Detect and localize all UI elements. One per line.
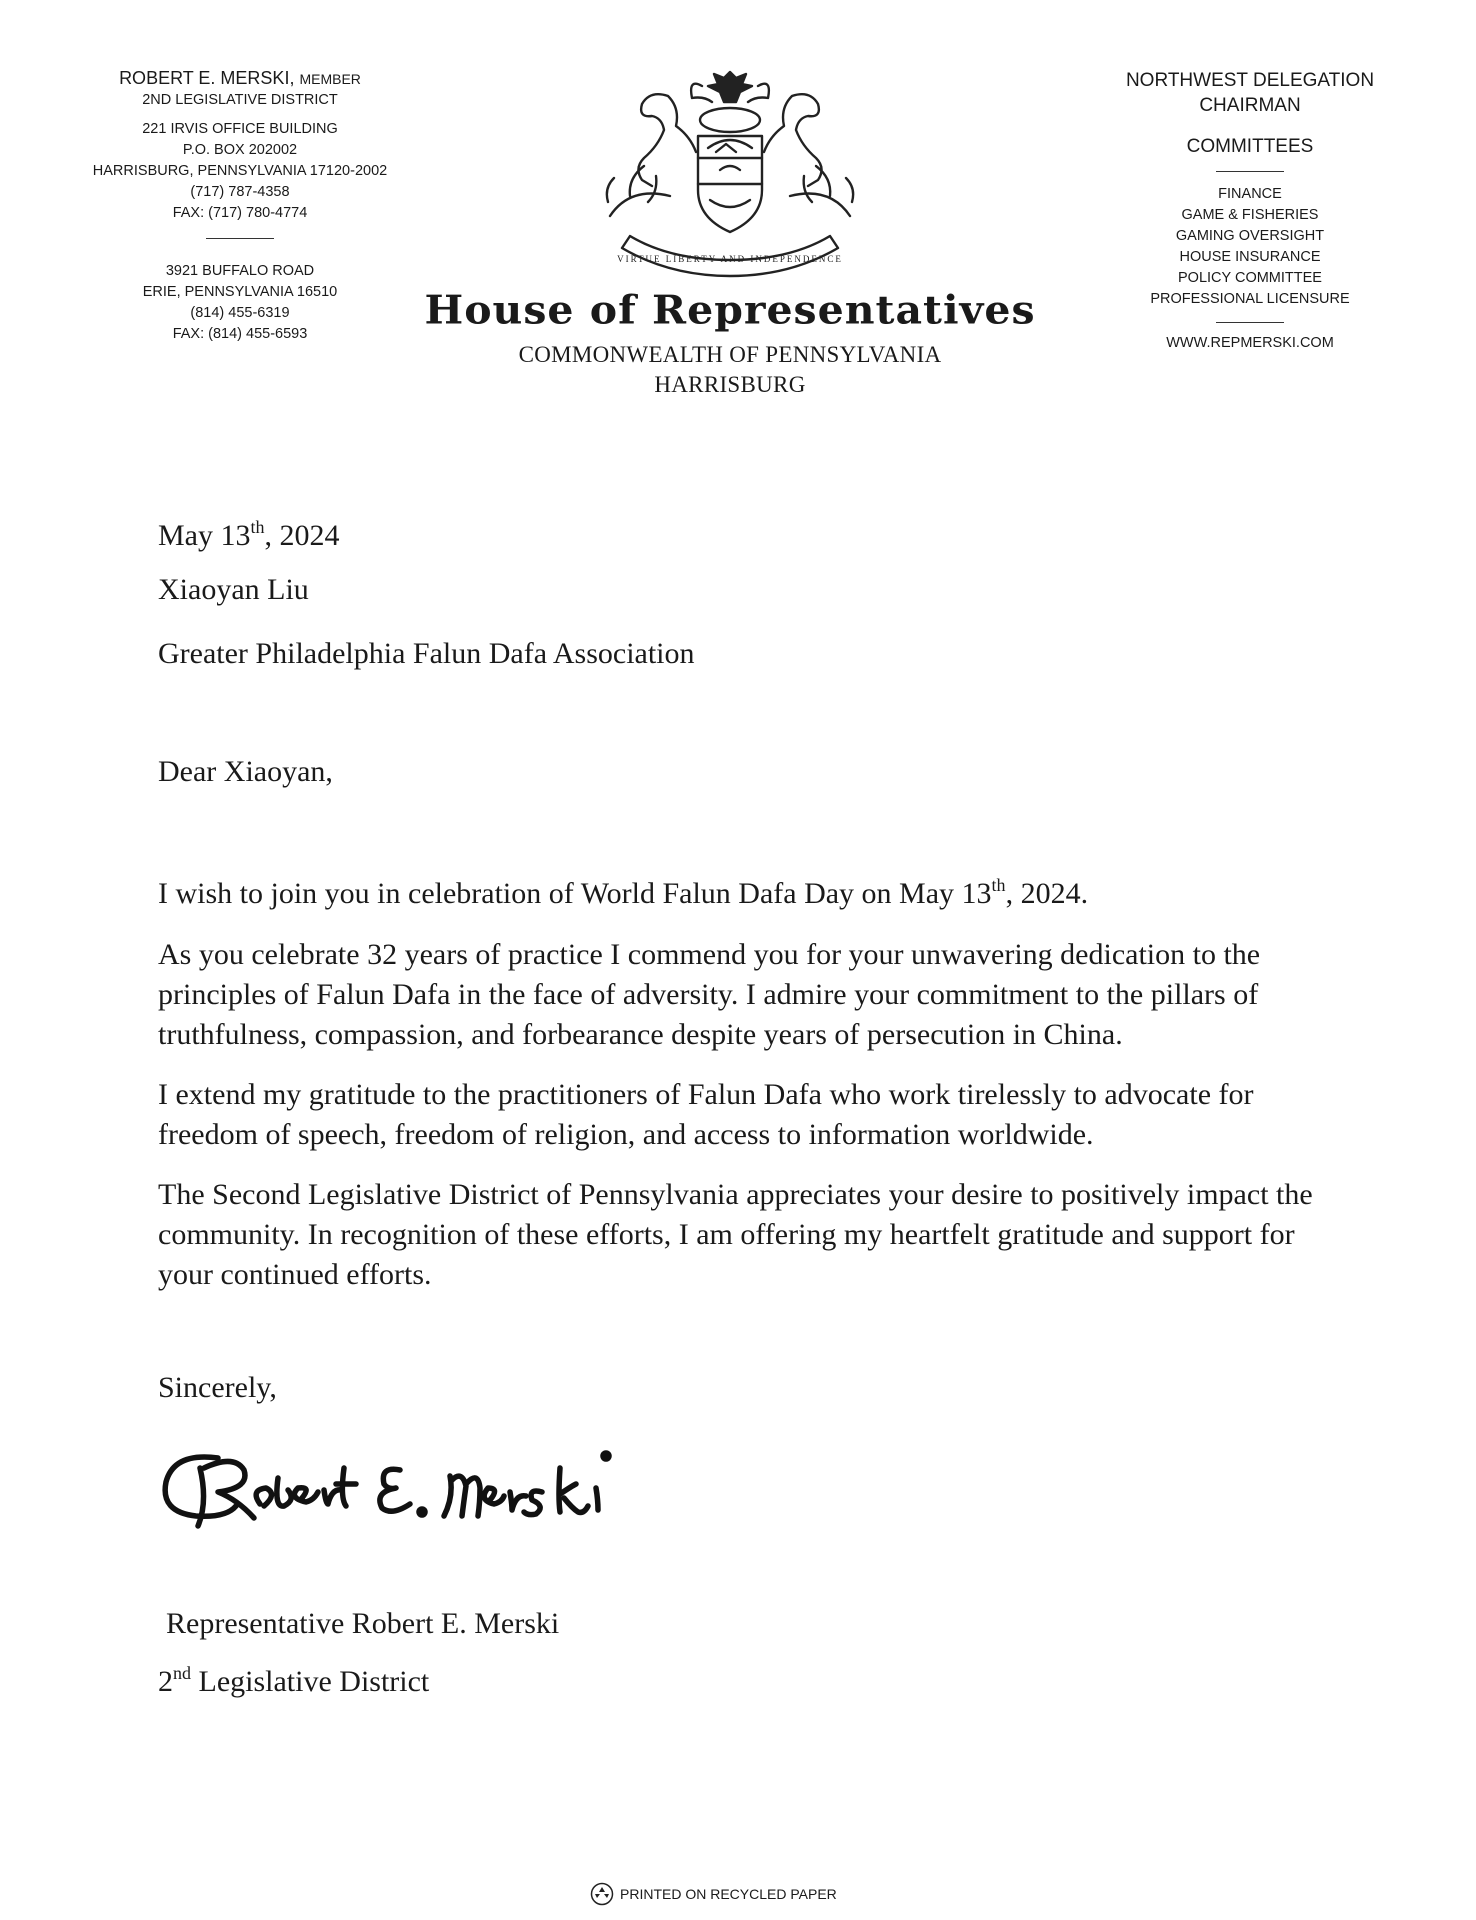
seal-ribbon-text: VIRTUE LIBERTY AND INDEPENDENCE: [617, 254, 843, 264]
footer: [590, 1882, 890, 1906]
addressee-name: Xiaoyan Liu: [158, 573, 309, 606]
commonwealth-heading: [420, 340, 1040, 400]
district-city-state: ERIE, PENNSYLVANIA 16510: [142, 284, 338, 300]
committee-item: GAME & FISHERIES: [1181, 207, 1319, 223]
delegation-role: NORTHWEST DELEGATION: [1125, 70, 1375, 91]
signatory-district: 2nd Legislative District: [158, 1663, 430, 1698]
committee-item: PROFESSIONAL LICENSURE: [1150, 291, 1350, 307]
city-state: HARRISBURG, PENNSYLVANIA 17120-2002: [92, 163, 388, 179]
district-fax: FAX: (814) 455-6593: [172, 326, 308, 342]
letter-date: May 13th, 2024: [158, 517, 340, 552]
letterhead-right: [1085, 68, 1415, 354]
letterhead-left: [60, 68, 420, 345]
district-office-address: 3921 BUFFALO ROAD: [165, 263, 315, 279]
commonwealth-line: COMMONWEALTH OF PENNSYLVANIA: [518, 342, 942, 367]
divider: [1216, 171, 1284, 172]
fax: FAX: (717) 780-4774: [172, 205, 308, 221]
paragraph-3: I extend my gratitude to the practitioners of Falun Dafa who work tirelessly to advocate for freedom of speech, freedom of religion, and access to information worldwide.: [158, 1078, 1254, 1151]
committee-item: GAMING OVERSIGHT: [1175, 228, 1325, 244]
signatory-name: Representative Robert E. Merski: [166, 1607, 560, 1640]
committee-item: POLICY COMMITTEE: [1178, 270, 1322, 286]
salutation: Dear Xiaoyan,: [158, 755, 333, 788]
paragraph-2: As you celebrate 32 years of practice I commend you for your unwavering dedication to the principles of Falun Dafa in the face of adversity. I admire your commitment to the pillars of truthfulness, compassion, and forbearance despite years of persecution in China.: [158, 938, 1261, 1051]
recycle-icon: [590, 1882, 614, 1906]
house-title: House of Representatives: [424, 287, 1036, 333]
divider: [206, 238, 274, 239]
signature-icon: [160, 1428, 640, 1538]
harrisburg-line: HARRISBURG: [654, 372, 806, 397]
paragraph-1: I wish to join you in celebration of World Falun Dafa Day on May 13th, 2024.: [158, 875, 1089, 910]
chairman-role: CHAIRMAN: [1199, 95, 1301, 116]
addressee-organization: Greater Philadelphia Falun Dafa Association: [158, 637, 695, 670]
paragraph-4: The Second Legislative District of Pennsylvania appreciates your desire to positively impact the community. In recognition of these efforts, I am offering my heartfelt gratitude and support for your continued efforts.: [158, 1178, 1313, 1291]
footer-text: PRINTED ON RECYCLED PAPER: [620, 1886, 837, 1902]
office-address: 221 IRVIS OFFICE BUILDING: [142, 121, 338, 137]
district-phone: (814) 455-6319: [190, 305, 290, 321]
committees-heading: COMMITTEES: [1186, 136, 1314, 157]
committee-item: HOUSE INSURANCE: [1179, 249, 1321, 265]
po-box: P.O. BOX 202002: [182, 142, 298, 158]
closing: Sincerely,: [158, 1371, 277, 1404]
phone: (717) 787-4358: [190, 184, 290, 200]
pennsylvania-seal-icon: [570, 66, 890, 296]
website-link[interactable]: WWW.REPMERSKI.COM: [1166, 335, 1334, 351]
district: 2ND LEGISLATIVE DISTRICT: [142, 92, 338, 108]
member-name: ROBERT E. MERSKI, MEMBER: [119, 68, 361, 88]
committee-item: FINANCE: [1218, 186, 1282, 202]
divider: [1216, 322, 1284, 323]
